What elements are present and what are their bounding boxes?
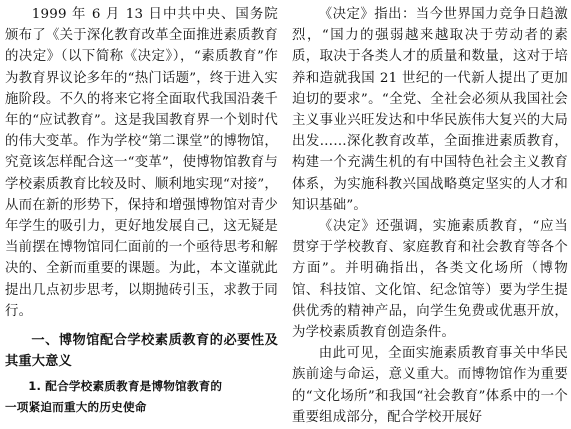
intro-paragraph: 1999 年 6 月 13 日中共中央、国务院颁布了《关于深化教育改革全面推进素质教育的决定》（以下简称《决定》），“素质教育”作为教育界议论多年的“热门话题”，终于进入实施阶段。不久的将来它将全面取代我国沿袭千年的“应试教育”。这是我国教育界一个划时代的伟大变革。作为学校“第二课堂”的博物馆，究竟该怎样配合这一“变革”，使博物馆教育与学校素质教育比较及时、顺利地实现“对接”，从而在新的形势下，保持和增强博物馆对青少年学生的吸引力，更好地发展自己，这无疑是当前摆在博物馆同仁面前的一个亟待思考和解决的、全新而重要的课题。为此，本文谨就此提出几点初步思考，以期抛砖引玉，求教于同行。 <box>5 7 278 319</box>
conclusion-paragraph: 由此可见，全面实施素质教育事关中华民族前途与命运，意义重大。而博物馆作为重要的“文化场所”和我国“社会教育”体系中的一个重要组成部分，配合学校开展好 <box>292 346 568 425</box>
decision-emphasis-paragraph: 《决定》还强调，实施素质教育，“应当贯穿于学校教育、家庭教育和社会教育等各个方面”。并明确指出，各类文化场所（博物馆、科技馆、文化馆、纪念馆等）要为学生提供优秀的精神产品，向学生免费或优惠开放，为学校素质教育创造条件。 <box>292 219 568 341</box>
section-heading: 一、博物馆配合学校素质教育的必要性及其重大意义 <box>5 333 278 370</box>
left-column <box>5 4 278 418</box>
decision-quote-paragraph: 《决定》指出：当今世界国力竞争日趋激烈，“国力的强弱越来越取决于劳动者的素质，取决于各类人才的质量和数量，这对于培养和造就我国 21 世纪的一代新人提出了更加迫切的要求”。“全党、全社会必须从我国社会主义事业兴旺发达和中华民族伟大复兴的大局出发……深化教育改革，全面推进素质教育，构建一个充满生机的有中国特色社会主义教育体系，为实施科教兴国战略奠定坚实的人才和知识基础”。 <box>292 7 568 213</box>
subsection-heading-line-1: 1. 配合学校素质教育是博物馆教育的 <box>28 379 223 394</box>
subsection-heading-line-2: 一项紧迫而重大的历史使命 <box>5 400 147 415</box>
right-column <box>292 4 568 428</box>
